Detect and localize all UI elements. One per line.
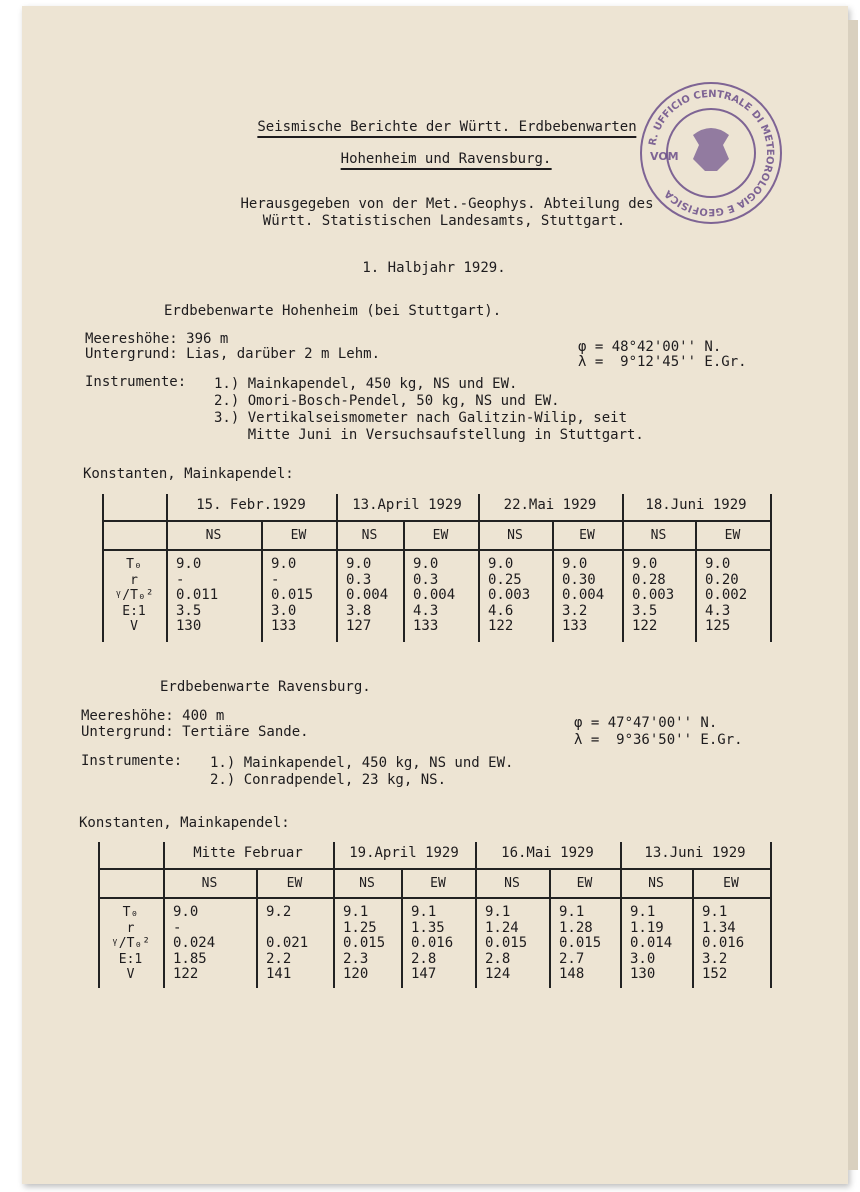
stamp-extra: VOM (650, 150, 679, 163)
table-date-header: 13.Juni 1929 (644, 845, 746, 861)
hohenheim-constants-label: Konstanten, Mainkapendel: (83, 466, 294, 482)
table-rule (163, 842, 165, 988)
table-component-header: EW (432, 528, 449, 543)
table-row-label: E:1 (118, 951, 143, 967)
table-rule (163, 868, 770, 870)
table-component-header: NS (650, 528, 667, 543)
table-cell: 0.015 (343, 935, 386, 952)
ravensburg-instrument-2: 2.) Conradpendel, 23 kg, NS. (210, 772, 447, 788)
table-rule (478, 494, 480, 642)
ravensburg-longitude: λ = 9°36'50'' E.Gr. (574, 732, 743, 748)
table-cell: 2.8 (485, 950, 511, 967)
table-rule (166, 520, 770, 522)
table-cell: 0.25 (488, 571, 522, 588)
table-cell: 3.2 (562, 602, 588, 619)
table-cell: 2.7 (559, 950, 585, 967)
table-row-label: ᵞ/T₀² (110, 936, 151, 952)
table-rule (620, 842, 622, 988)
table-cell: 0.016 (411, 935, 454, 952)
hohenheim-instrument-2: 2.) Omori-Bosch-Pendel, 50 kg, NS und EW. (214, 393, 560, 409)
document-title-line2: Hohenheim und Ravensburg. (341, 152, 552, 170)
table-cell: 0.021 (266, 935, 309, 952)
table-cell: 0.003 (488, 587, 531, 604)
table-date-header: 16.Mai 1929 (501, 845, 594, 861)
table-cell: 152 (702, 966, 728, 983)
table-rule (622, 494, 624, 642)
table-rule (401, 868, 403, 988)
hohenheim-instruments-label: Instrumente: (85, 374, 187, 390)
office-stamp (638, 80, 784, 226)
table-rule (261, 520, 263, 642)
table-component-header: EW (430, 876, 446, 891)
table-cell: 133 (271, 618, 297, 635)
table-rule (770, 494, 772, 642)
table-cell: 0.28 (632, 571, 666, 588)
table-cell: 9.0 (705, 556, 731, 572)
table-cell: 2.2 (266, 950, 292, 967)
table-cell: 3.8 (346, 602, 372, 619)
table-cell: 9.1 (630, 904, 656, 920)
table-rule (98, 842, 100, 988)
table-date-header: Mitte Februar (193, 845, 303, 861)
table-cell: 122 (488, 618, 514, 635)
table-cell: 9.0 (413, 556, 439, 572)
table-cell: 1.19 (630, 919, 664, 936)
table-rule (475, 842, 477, 988)
table-component-header: NS (507, 528, 523, 543)
table-cell: 4.3 (705, 602, 731, 619)
table-cell: 3.5 (632, 602, 658, 619)
table-cell: 130 (176, 618, 202, 635)
table-cell: 122 (632, 618, 658, 635)
table-component-header: NS (361, 528, 378, 543)
stamp-text: R. UFFICIO CENTRALE DI METEOROLOGIA E GEOFISICA (647, 88, 776, 218)
table-cell: 1.34 (702, 919, 736, 936)
table-cell: 0.011 (176, 587, 219, 604)
table-component-header: EW (576, 876, 593, 891)
table-cell: 0.004 (346, 587, 389, 604)
table-cell: 120 (343, 966, 369, 983)
table-cell: 0.003 (632, 587, 675, 604)
table-date-header: 15. Febr.1929 (196, 497, 306, 513)
hohenheim-instrument-1: 1.) Mainkapendel, 450 kg, NS und EW. (214, 376, 518, 392)
table-component-header: EW (579, 528, 595, 543)
table-cell: - (176, 571, 185, 588)
hohenheim-instrument-3-cont: Mitte Juni in Versuchsaufstellung in Stuttgart. (214, 427, 644, 443)
table-cell: 147 (411, 966, 437, 983)
table-cell: 3.0 (271, 602, 297, 619)
table-cell: 9.0 (173, 904, 199, 920)
table-component-header: NS (205, 528, 222, 543)
table-rule (256, 868, 258, 988)
table-cell: 0.20 (705, 571, 739, 588)
table-cell: 133 (562, 618, 588, 635)
table-row-label: T₀ (126, 557, 142, 572)
table-rule (166, 494, 168, 642)
table-rule (403, 520, 405, 642)
hohenheim-elevation: Meereshöhe: 396 m (85, 331, 229, 347)
table-cell: 0.014 (630, 935, 673, 952)
hohenheim-ground: Untergrund: Lias, darüber 2 m Lehm. (85, 346, 381, 362)
ravensburg-constants-label: Konstanten, Mainkapendel: (79, 815, 290, 831)
table-cell: 2.8 (411, 950, 437, 967)
table-cell: 141 (266, 966, 292, 983)
table-date-header: 13.April 1929 (352, 497, 462, 513)
table-cell: 1.25 (343, 919, 377, 936)
ravensburg-instruments-label: Instrumente: (81, 753, 183, 769)
page-edge (848, 20, 858, 1170)
table-cell: 0.015 (485, 935, 528, 952)
publisher-line1: Herausgegeben von der Met.-Geophys. Abteilung des (240, 196, 654, 212)
table-rule (336, 494, 338, 642)
table-rule (770, 842, 772, 988)
table-cell: 1.28 (559, 919, 593, 936)
table-cell: 0.3 (413, 571, 439, 588)
table-cell: 3.5 (176, 602, 202, 619)
table-rule (692, 868, 694, 988)
table-cell: 122 (173, 966, 199, 983)
table-cell: 124 (485, 966, 511, 983)
table-cell: 9.0 (488, 556, 514, 572)
period: 1. Halbjahr 1929. (362, 260, 506, 276)
table-rule (552, 520, 554, 642)
table-cell: 0.30 (562, 571, 596, 588)
table-cell: 9.1 (559, 904, 585, 920)
hohenheim-heading: Erdbebenwarte Hohenheim (bei Stuttgart). (164, 303, 502, 319)
table-cell: 0.004 (413, 587, 456, 604)
table-rule (549, 868, 551, 988)
table-cell: 9.1 (702, 904, 728, 920)
table-cell: 9.1 (411, 904, 437, 920)
hohenheim-longitude: λ = 9°12'45'' E.Gr. (578, 354, 747, 370)
table-date-header: 22.Mai 1929 (503, 497, 597, 513)
table-cell: 9.2 (266, 904, 292, 920)
ravensburg-ground: Untergrund: Tertiäre Sande. (81, 724, 309, 740)
table-row-label: V (130, 619, 138, 635)
table-cell: 133 (413, 618, 439, 635)
table-cell: 9.1 (485, 904, 511, 920)
table-row-label: r (130, 572, 138, 588)
table-component-header: NS (359, 876, 375, 891)
table-rule (695, 520, 697, 642)
table-cell: 3.0 (630, 950, 656, 967)
table-cell: 0.004 (562, 587, 605, 604)
table-cell: 4.3 (413, 602, 439, 619)
table-cell: 130 (630, 966, 656, 983)
publisher-line2: Württ. Statistischen Landesamts, Stuttgart. (262, 213, 626, 229)
ravensburg-heading: Erdbebenwarte Ravensburg. (160, 679, 371, 695)
table-component-header: EW (286, 876, 303, 891)
table-cell: 9.0 (562, 556, 588, 572)
table-cell: 0.3 (346, 571, 372, 588)
table-cell: 9.0 (176, 556, 202, 572)
table-cell: 9.0 (271, 556, 297, 572)
ravensburg-instrument-1: 1.) Mainkapendel, 450 kg, NS und EW. (210, 755, 514, 771)
table-cell: 125 (705, 618, 731, 635)
table-cell: 3.2 (702, 950, 728, 967)
table-cell: 1.35 (411, 919, 445, 936)
table-rule (102, 549, 770, 551)
table-cell: 1.24 (485, 919, 519, 936)
table-component-header: EW (724, 528, 741, 543)
table-rule (333, 842, 335, 988)
table-cell: 2.3 (343, 950, 369, 967)
table-cell: 1.85 (173, 950, 207, 967)
table-component-header: NS (504, 876, 520, 891)
table-date-header: 18.Juni 1929 (645, 497, 747, 513)
table-component-header: NS (201, 876, 218, 891)
table-date-header: 19.April 1929 (349, 845, 459, 861)
table-cell: 0.002 (705, 587, 748, 604)
table-cell: 9.0 (346, 556, 372, 572)
table-cell: 0.024 (173, 935, 216, 952)
table-cell: 9.1 (343, 904, 369, 920)
table-row-label: T₀ (122, 905, 139, 920)
table-cell: 9.0 (632, 556, 658, 572)
table-cell: 127 (346, 618, 372, 635)
hohenheim-latitude: φ = 48°42'00'' N. (578, 339, 722, 355)
table-component-header: NS (648, 876, 664, 891)
table-rule (102, 494, 104, 642)
table-cell: 148 (559, 966, 585, 983)
table-rule (98, 897, 770, 899)
document-title-line1: Seismische Berichte der Württ. Erdbebenwarten (257, 120, 636, 138)
table-row-label: r (126, 920, 135, 936)
table-cell: 0.016 (702, 935, 745, 952)
table-row-label: ᵞ/T₀² (114, 588, 154, 604)
table-cell: 4.6 (488, 602, 514, 619)
hohenheim-instrument-3: 3.) Vertikalseismometer nach Galitzin-Wilip, seit (214, 410, 628, 426)
table-row-label: V (126, 967, 135, 983)
table-cell: 0.015 (559, 935, 602, 952)
ravensburg-elevation: Meereshöhe: 400 m (81, 708, 225, 724)
ravensburg-latitude: φ = 47°47'00'' N. (574, 715, 718, 731)
table-cell: - (173, 919, 182, 936)
table-cell: - (271, 571, 280, 588)
table-component-header: EW (290, 528, 307, 543)
table-cell: 0.015 (271, 587, 314, 604)
table-row-label: E:1 (122, 603, 146, 619)
table-component-header: EW (723, 876, 739, 891)
